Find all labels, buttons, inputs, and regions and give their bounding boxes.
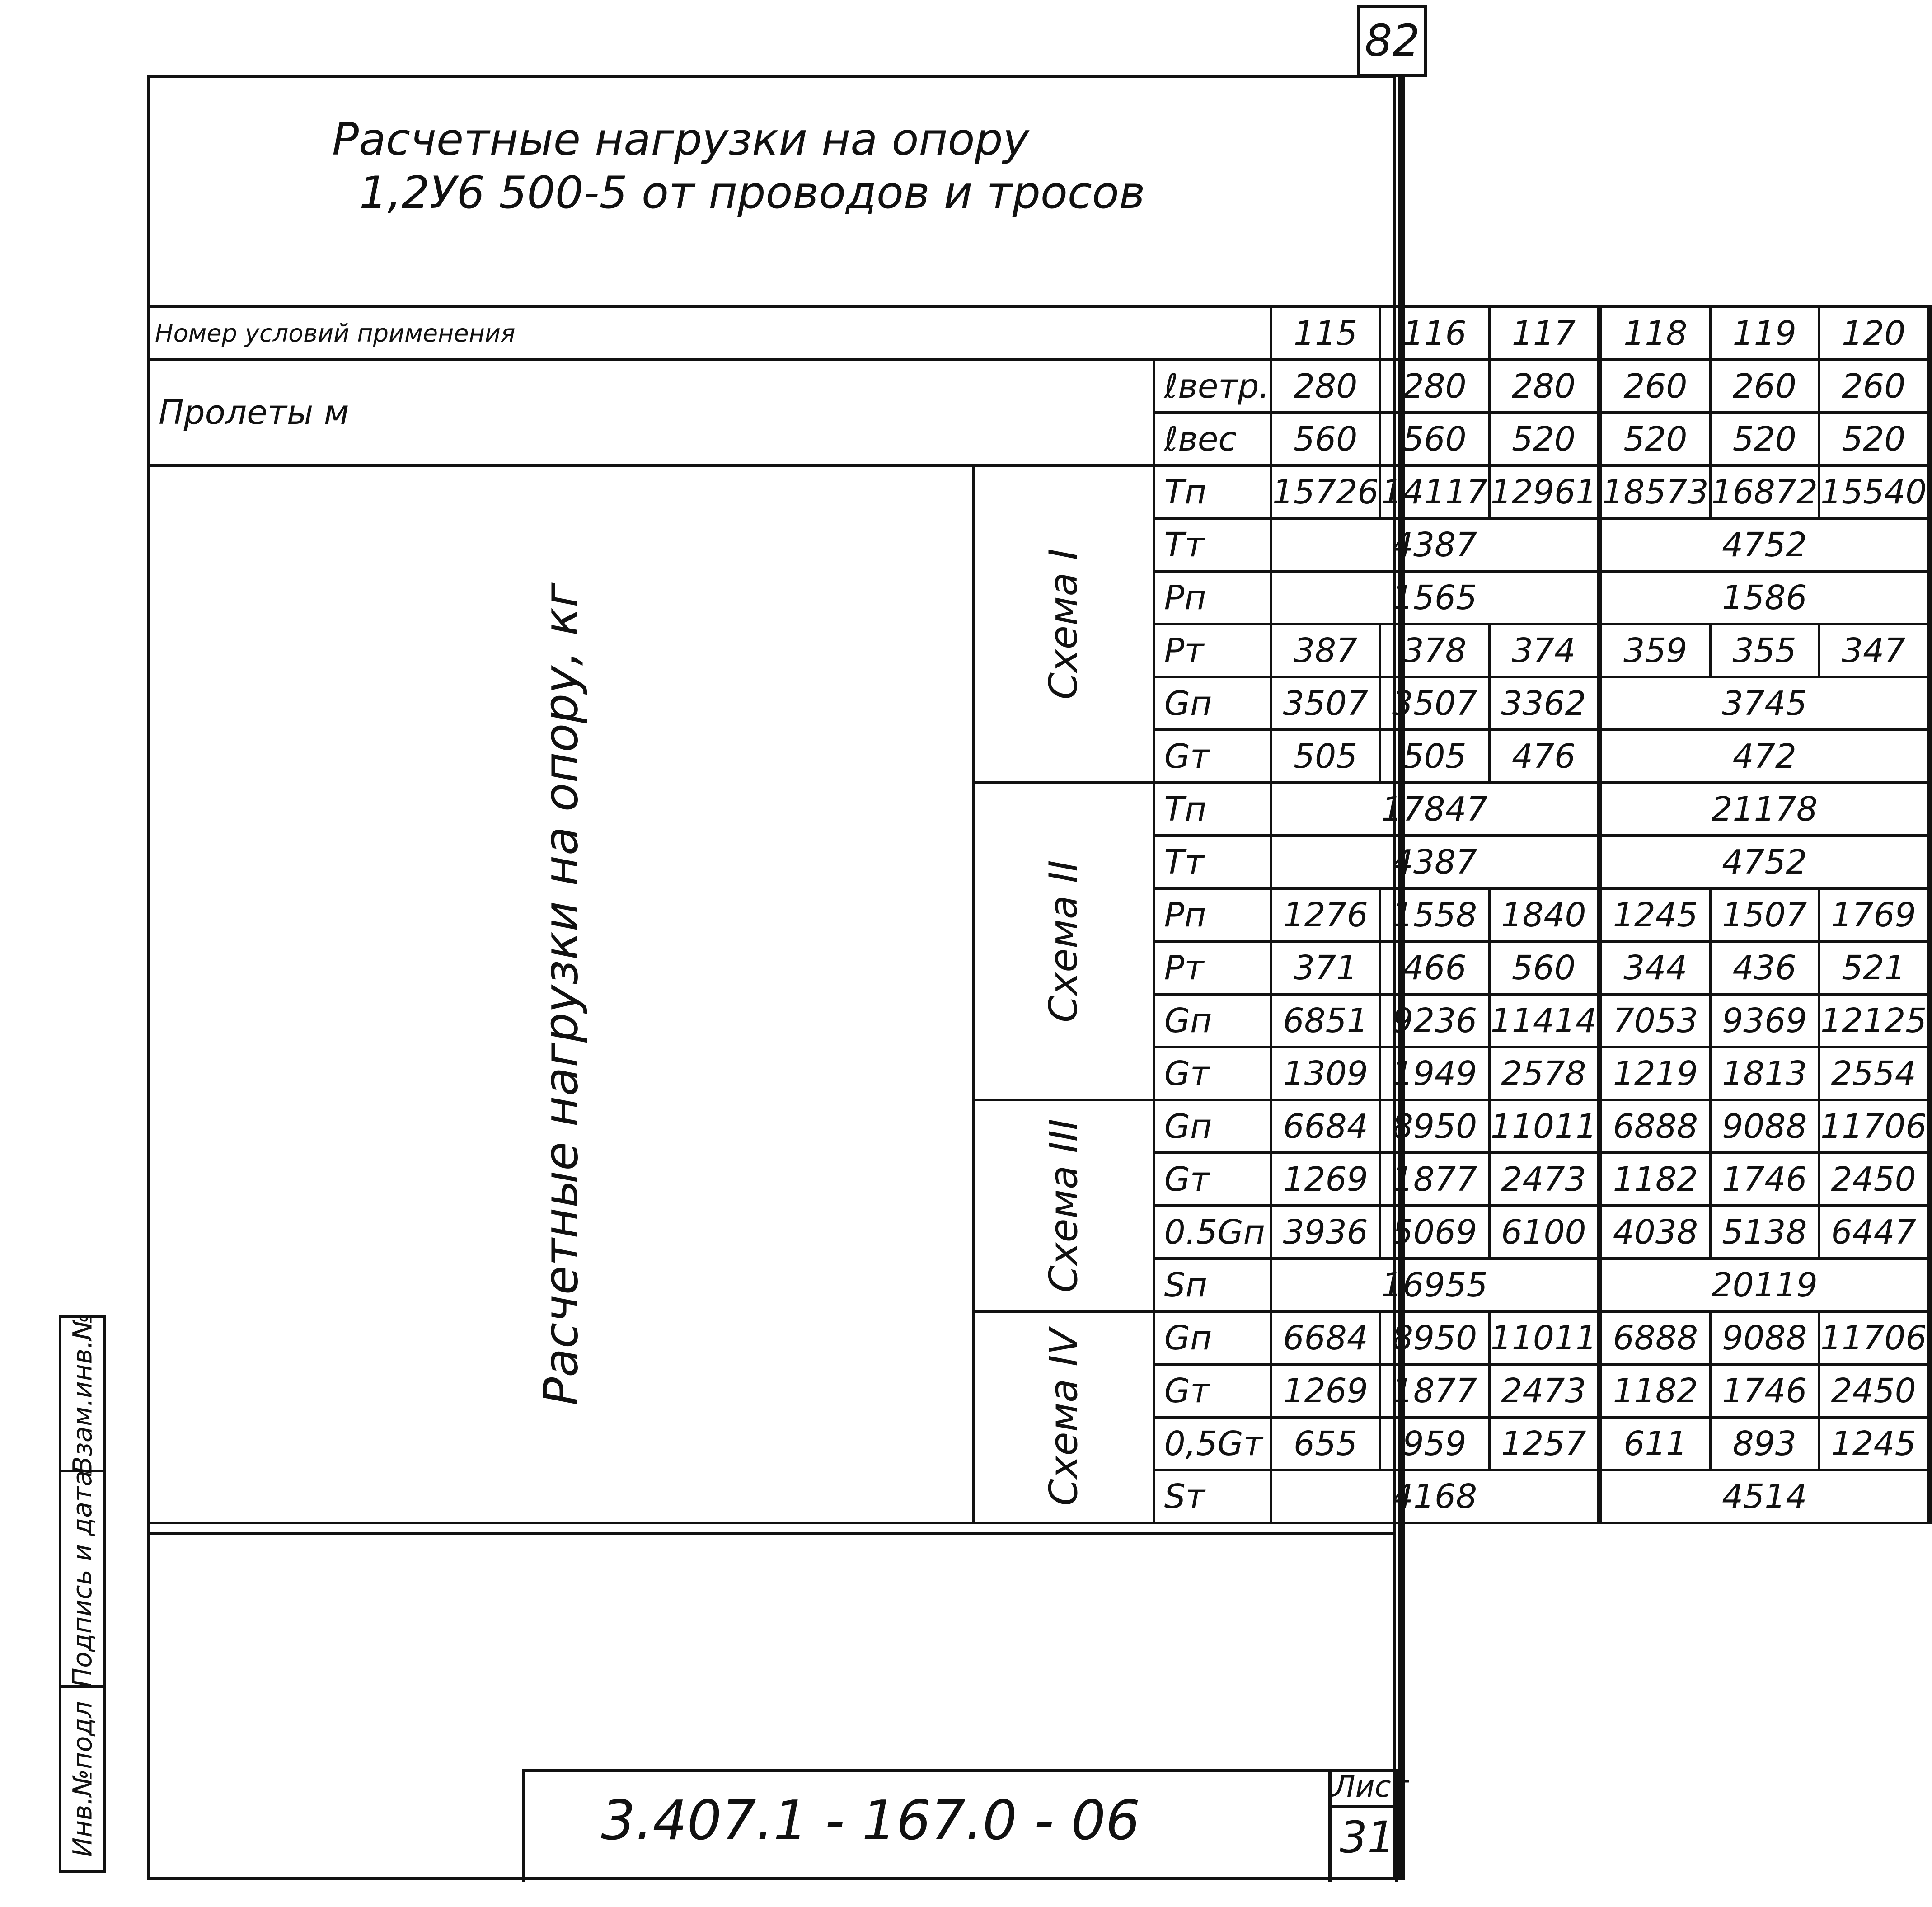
load-value: 7053 [1601,994,1710,1047]
load-label: Тт [1154,836,1271,888]
load-value: 9369 [1710,994,1819,1047]
empty-cell [1928,836,1931,888]
weight-span-label: ℓвес [1154,413,1271,465]
loads-vertical-label [148,465,974,1523]
load-value: 2450 [1819,1364,1928,1417]
merged-value-left: 17847 [1271,783,1598,836]
load-value [1928,1364,1931,1417]
load-value: 6684 [1271,1100,1380,1153]
spans-label-text: Пролеты м [159,393,349,432]
load-label: Рт [1154,941,1271,994]
wind-span-value: 260 [1819,360,1928,413]
load-value: 6888 [1601,1311,1710,1364]
empty-cell [1928,677,1931,730]
merged-value-right: 4752 [1601,836,1928,888]
load-label: Рп [1154,571,1271,624]
wind-span-label: ℓветр. [1154,360,1271,413]
load-value: 1276 [1271,888,1380,941]
load-value: 371 [1271,941,1380,994]
merged-value-left: 4387 [1271,836,1598,888]
merged-value-right: 472 [1601,730,1928,783]
spans-label [148,360,1154,465]
load-value: 1182 [1601,1364,1710,1417]
empty-cell [1928,1259,1931,1311]
merged-value-right: 1586 [1601,571,1928,624]
load-value [1928,1206,1931,1259]
merged-value-right: 3745 [1601,677,1928,730]
load-value: 959 [1380,1417,1489,1470]
load-value: 1949 [1380,1047,1489,1100]
load-value: 1257 [1489,1417,1598,1470]
load-value: 355 [1710,624,1819,677]
merged-value-left: 16955 [1271,1259,1598,1311]
sheet-divider [1328,1805,1398,1808]
load-value: 5138 [1710,1206,1819,1259]
header-row [148,307,1931,360]
load-value: 1769 [1819,888,1928,941]
wind-span-value: 280 [1380,360,1489,413]
load-label: Тп [1154,783,1271,836]
load-label: Gп [1154,677,1271,730]
side-stamp [59,1315,106,1873]
empty-cell [1928,518,1931,571]
schema-label [974,1311,1154,1523]
merged-value-right: 4752 [1601,518,1928,571]
load-value: 1746 [1710,1364,1819,1417]
load-value: 11011 [1489,1311,1598,1364]
merged-value-left: 4168 [1271,1470,1598,1523]
load-value: 466 [1380,941,1489,994]
load-value: 1746 [1710,1153,1819,1206]
load-value: 6447 [1819,1206,1928,1259]
load-value: 1309 [1271,1047,1380,1100]
load-value [1928,465,1931,518]
load-label: Gт [1154,1153,1271,1206]
stamp-cell-replacement: Взам.инв.№ [61,1318,103,1472]
load-label: Gп [1154,1100,1271,1153]
load-label: 0.5Gп [1154,1206,1271,1259]
merged-value-left: 1565 [1271,571,1598,624]
title-line-2: 1,2У6 500-5 от проводов и тросов [359,167,1145,219]
load-value: 1269 [1271,1364,1380,1417]
sheet-label: Лист [1333,1769,1409,1804]
empty-cell [1928,730,1931,783]
load-value: 893 [1710,1417,1819,1470]
weight-span-value: 520 [1710,413,1819,465]
load-value: 3507 [1380,677,1489,730]
load-value: 359 [1601,624,1710,677]
wind-span-value: 280 [1489,360,1598,413]
stamp-cell-inventory: Инв.№подл [67,1701,98,1857]
schema-name: Схема IV [1041,1328,1087,1506]
load-value: 1840 [1489,888,1598,941]
load-label: Gт [1154,1047,1271,1100]
empty-cell [1928,783,1931,836]
load-value: 12961 [1489,465,1598,518]
condition-number: 115 [1271,307,1380,360]
condition-number: 116 [1380,307,1489,360]
load-value: 476 [1489,730,1598,783]
condition-number: 119 [1710,307,1819,360]
page-number: 82 [1357,5,1427,77]
load-value: 1507 [1710,888,1819,941]
span-wind-row [148,360,1931,413]
load-value: 9088 [1710,1311,1819,1364]
title-line-1: Расчетные нагрузки на опору [332,114,1029,165]
load-label: 0,5Gт [1154,1417,1271,1470]
merged-value-right: 21178 [1601,783,1928,836]
load-value: 6100 [1489,1206,1598,1259]
load-label: Gт [1154,1364,1271,1417]
weight-span-value: 520 [1601,413,1710,465]
load-value: 9236 [1380,994,1489,1047]
load-value: 4038 [1601,1206,1710,1259]
load-value: 6888 [1601,1100,1710,1153]
load-value: 387 [1271,624,1380,677]
load-value [1928,624,1931,677]
load-value: 14117 [1380,465,1489,518]
load-value: 2473 [1489,1364,1598,1417]
schema-label [974,783,1154,1100]
load-value: 12125 [1819,994,1928,1047]
load-value: 1245 [1819,1417,1928,1470]
load-value: 1219 [1601,1047,1710,1100]
load-label: Gт [1154,730,1271,783]
load-value [1928,1047,1931,1100]
load-value: 1813 [1710,1047,1819,1100]
load-label: Тп [1154,465,1271,518]
load-value: 8950 [1380,1100,1489,1153]
load-value [1928,888,1931,941]
condition-number: 120 [1819,307,1928,360]
schema-name: Схема II [1041,860,1087,1023]
load-value: 3362 [1489,677,1598,730]
condition-number: 118 [1601,307,1710,360]
wind-span-value: 280 [1271,360,1380,413]
load-label: Рп [1154,888,1271,941]
empty-cell [1928,571,1931,624]
weight-span-value: 560 [1271,413,1380,465]
load-label: Gп [1154,994,1271,1047]
load-value: 1558 [1380,888,1489,941]
sheet-number: 31 [1340,1812,1395,1863]
load-label: Sп [1154,1259,1271,1311]
wind-span-value [1928,360,1931,413]
load-row [148,465,1931,518]
load-value: 344 [1601,941,1710,994]
load-value: 505 [1380,730,1489,783]
weight-span-value: 520 [1819,413,1928,465]
load-value: 6684 [1271,1311,1380,1364]
merged-value-left: 4387 [1271,518,1598,571]
schema-name: Схема I [1041,548,1087,700]
load-value: 15540 [1819,465,1928,518]
load-value: 11414 [1489,994,1598,1047]
load-value: 1877 [1380,1153,1489,1206]
condition-number [1928,307,1931,360]
load-value: 1182 [1601,1153,1710,1206]
load-value: 521 [1819,941,1928,994]
document-number: 3.407.1 - 167.0 - 06 [601,1790,1140,1852]
load-label: Тт [1154,518,1271,571]
load-value: 1269 [1271,1153,1380,1206]
load-value: 9088 [1710,1100,1819,1153]
load-value: 8950 [1380,1311,1489,1364]
load-label: Gп [1154,1311,1271,1364]
empty-cell [1928,1470,1931,1523]
load-value: 11011 [1489,1100,1598,1153]
load-value: 560 [1489,941,1598,994]
load-value: 18573 [1601,465,1710,518]
merged-value-right: 20119 [1601,1259,1928,1311]
conditions-label: Номер условий применения [148,307,1271,360]
schema-label [974,1100,1154,1311]
load-value: 374 [1489,624,1598,677]
load-value: 6851 [1271,994,1380,1047]
load-value: 655 [1271,1417,1380,1470]
load-value [1928,1417,1931,1470]
merged-value-right: 4514 [1601,1470,1928,1523]
weight-span-value [1928,413,1931,465]
load-value: 11706 [1819,1311,1928,1364]
table-bottom-rule [147,1532,1396,1535]
schema-name: Схема III [1041,1118,1087,1293]
load-value [1928,1311,1931,1364]
loads-table [147,305,1932,1524]
stamp-cell-signature: Подпись и дата [61,1472,103,1688]
load-label: Sт [1154,1470,1271,1523]
load-value: 1877 [1380,1364,1489,1417]
load-value: 436 [1710,941,1819,994]
load-value [1928,941,1931,994]
load-label: Рт [1154,624,1271,677]
load-value: 2554 [1819,1047,1928,1100]
load-value: 378 [1380,624,1489,677]
wind-span-value: 260 [1710,360,1819,413]
loads-label-text: Расчетные нагрузки на опору, кг [533,582,589,1406]
load-value: 5069 [1380,1206,1489,1259]
load-value: 347 [1819,624,1928,677]
load-value: 2450 [1819,1153,1928,1206]
load-value: 11706 [1819,1100,1928,1153]
load-value [1928,1100,1931,1153]
load-value [1928,1153,1931,1206]
load-value: 2578 [1489,1047,1598,1100]
weight-span-value: 560 [1380,413,1489,465]
weight-span-value: 520 [1489,413,1598,465]
load-value: 16872 [1710,465,1819,518]
load-value: 1245 [1601,888,1710,941]
load-value: 505 [1271,730,1380,783]
load-value: 2473 [1489,1153,1598,1206]
load-value: 15726 [1271,465,1380,518]
condition-number: 117 [1489,307,1598,360]
load-value [1928,994,1931,1047]
schema-label [974,465,1154,783]
wind-span-value: 260 [1601,360,1710,413]
page-title [332,113,1145,220]
load-value: 611 [1601,1417,1710,1470]
load-value: 3936 [1271,1206,1380,1259]
load-value: 3507 [1271,677,1380,730]
